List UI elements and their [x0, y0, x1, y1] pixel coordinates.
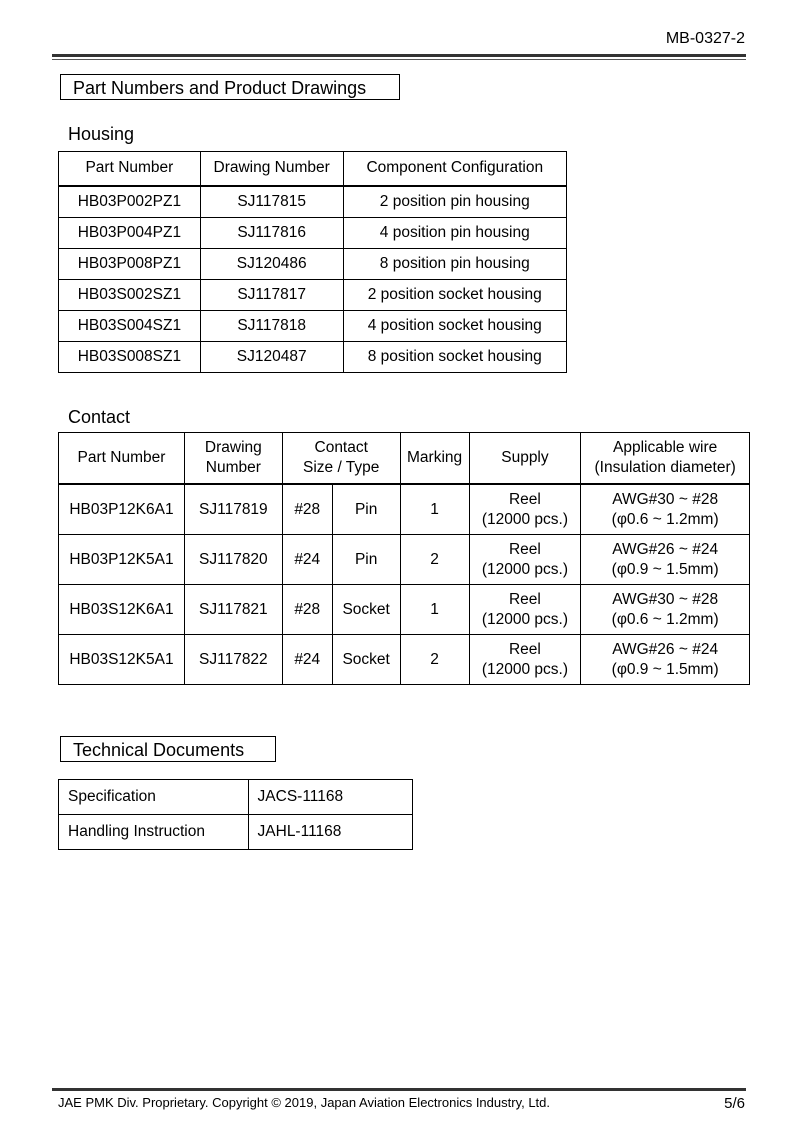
contact-header-row	[59, 433, 750, 485]
contact-table	[58, 432, 750, 685]
contact-col-size-type-line1: Contact	[314, 439, 368, 456]
contact-size: #24	[282, 535, 332, 585]
contact-marking: 2	[400, 535, 469, 585]
housing-header-row	[59, 152, 567, 186]
housing-drawing-number: SJ117816	[200, 217, 343, 248]
housing-drawing-number: SJ117815	[200, 186, 343, 218]
housing-configuration: 2 position pin housing	[343, 186, 566, 218]
document-id: MB-0327-2	[665, 30, 745, 47]
section-title-technical-documents: Technical Documents	[60, 736, 276, 762]
table-row	[59, 279, 567, 310]
housing-table	[58, 151, 567, 373]
contact-col-drawing-number	[184, 433, 282, 485]
contact-supply	[469, 484, 581, 535]
housing-drawing-number: SJ117817	[200, 279, 343, 310]
table-row	[59, 780, 413, 815]
supply-quantity: (12000 pcs.)	[481, 610, 569, 628]
table-row	[59, 535, 750, 585]
wire-insulation: (φ0.6 ~ 1.2mm)	[611, 610, 719, 628]
wire-insulation: (φ0.6 ~ 1.2mm)	[611, 510, 719, 528]
supply-quantity: (12000 pcs.)	[481, 660, 569, 678]
contact-size: #28	[282, 484, 332, 535]
page-number: 5/6	[724, 1095, 745, 1112]
housing-drawing-number: SJ120487	[200, 341, 343, 372]
supply-type: Reel	[508, 590, 541, 608]
table-row	[59, 484, 750, 535]
housing-col-drawing-number: Drawing Number	[200, 152, 343, 186]
housing-configuration: 4 position socket housing	[343, 310, 566, 341]
document-type: Handling Instruction	[59, 815, 249, 850]
housing-drawing-number: SJ120486	[200, 248, 343, 279]
contact-supply	[469, 635, 581, 685]
contact-part-number: HB03P12K6A1	[59, 484, 185, 535]
contact-col-drawing-line2: Number	[205, 459, 261, 476]
contact-col-supply: Supply	[469, 433, 581, 485]
contact-marking: 1	[400, 484, 469, 535]
housing-configuration: 8 position pin housing	[343, 248, 566, 279]
table-row	[59, 217, 567, 248]
housing-part-number: HB03P004PZ1	[59, 217, 201, 248]
document-number: JACS-11168	[248, 780, 412, 815]
contact-col-applicable-wire	[581, 433, 750, 485]
contact-heading: Contact	[68, 407, 131, 427]
contact-drawing-number: SJ117822	[184, 635, 282, 685]
wire-gauge: AWG#30 ~ #28	[612, 490, 719, 508]
contact-col-drawing-line1: Drawing	[204, 439, 262, 456]
wire-gauge: AWG#26 ~ #24	[612, 540, 719, 558]
housing-configuration: 8 position socket housing	[343, 341, 566, 372]
supply-type: Reel	[508, 540, 541, 558]
footer-copyright: JAE PMK Div. Proprietary. Copyright © 2019, Japan Aviation Electronics Industry, Ltd.	[58, 1095, 551, 1110]
housing-col-part-number: Part Number	[59, 152, 201, 186]
technical-documents-table	[58, 779, 413, 850]
contact-marking: 1	[400, 585, 469, 635]
contact-part-number: HB03P12K5A1	[59, 535, 185, 585]
supply-type: Reel	[508, 490, 541, 508]
contact-col-size-type	[282, 433, 400, 485]
supply-quantity: (12000 pcs.)	[481, 510, 569, 528]
contact-col-wire-line2: (Insulation diameter)	[594, 459, 736, 476]
table-row	[59, 585, 750, 635]
contact-type: Socket	[332, 585, 400, 635]
document-type: Specification	[59, 780, 249, 815]
contact-supply	[469, 535, 581, 585]
contact-type: Pin	[332, 535, 400, 585]
housing-part-number: HB03S004SZ1	[59, 310, 201, 341]
wire-gauge: AWG#30 ~ #28	[612, 590, 719, 608]
housing-part-number: HB03P002PZ1	[59, 186, 201, 218]
contact-part-number: HB03S12K5A1	[59, 635, 185, 685]
table-row	[59, 310, 567, 341]
wire-insulation: (φ0.9 ~ 1.5mm)	[611, 660, 719, 678]
housing-part-number: HB03S008SZ1	[59, 341, 201, 372]
contact-size: #24	[282, 635, 332, 685]
contact-part-number: HB03S12K6A1	[59, 585, 185, 635]
table-row	[59, 815, 413, 850]
contact-col-marking: Marking	[400, 433, 469, 485]
housing-configuration: 2 position socket housing	[343, 279, 566, 310]
table-row	[59, 341, 567, 372]
contact-type: Pin	[332, 484, 400, 535]
contact-drawing-number: SJ117820	[184, 535, 282, 585]
contact-col-wire-line1: Applicable wire	[613, 439, 718, 456]
contact-applicable-wire	[581, 585, 750, 635]
housing-heading: Housing	[68, 124, 135, 144]
housing-drawing-number: SJ117818	[200, 310, 343, 341]
housing-configuration: 4 position pin housing	[343, 217, 566, 248]
header-rule-thin	[52, 59, 746, 60]
contact-type: Socket	[332, 635, 400, 685]
contact-supply	[469, 585, 581, 635]
contact-applicable-wire	[581, 484, 750, 535]
housing-col-configuration: Component Configuration	[343, 152, 566, 186]
wire-insulation: (φ0.9 ~ 1.5mm)	[611, 560, 719, 578]
footer-rule	[52, 1088, 746, 1091]
supply-quantity: (12000 pcs.)	[481, 560, 569, 578]
contact-marking: 2	[400, 635, 469, 685]
table-row	[59, 635, 750, 685]
contact-size: #28	[282, 585, 332, 635]
contact-drawing-number: SJ117821	[184, 585, 282, 635]
contact-applicable-wire	[581, 635, 750, 685]
contact-applicable-wire	[581, 535, 750, 585]
contact-drawing-number: SJ117819	[184, 484, 282, 535]
table-row	[59, 248, 567, 279]
supply-type: Reel	[508, 640, 541, 658]
section-title-part-numbers: Part Numbers and Product Drawings	[60, 74, 400, 100]
wire-gauge: AWG#26 ~ #24	[612, 640, 719, 658]
contact-col-part-number: Part Number	[59, 433, 185, 485]
housing-part-number: HB03P008PZ1	[59, 248, 201, 279]
housing-part-number: HB03S002SZ1	[59, 279, 201, 310]
header-rule-thick	[52, 54, 746, 57]
document-number: JAHL-11168	[248, 815, 412, 850]
contact-col-size-type-line2: Size / Type	[303, 459, 380, 476]
table-row	[59, 186, 567, 218]
